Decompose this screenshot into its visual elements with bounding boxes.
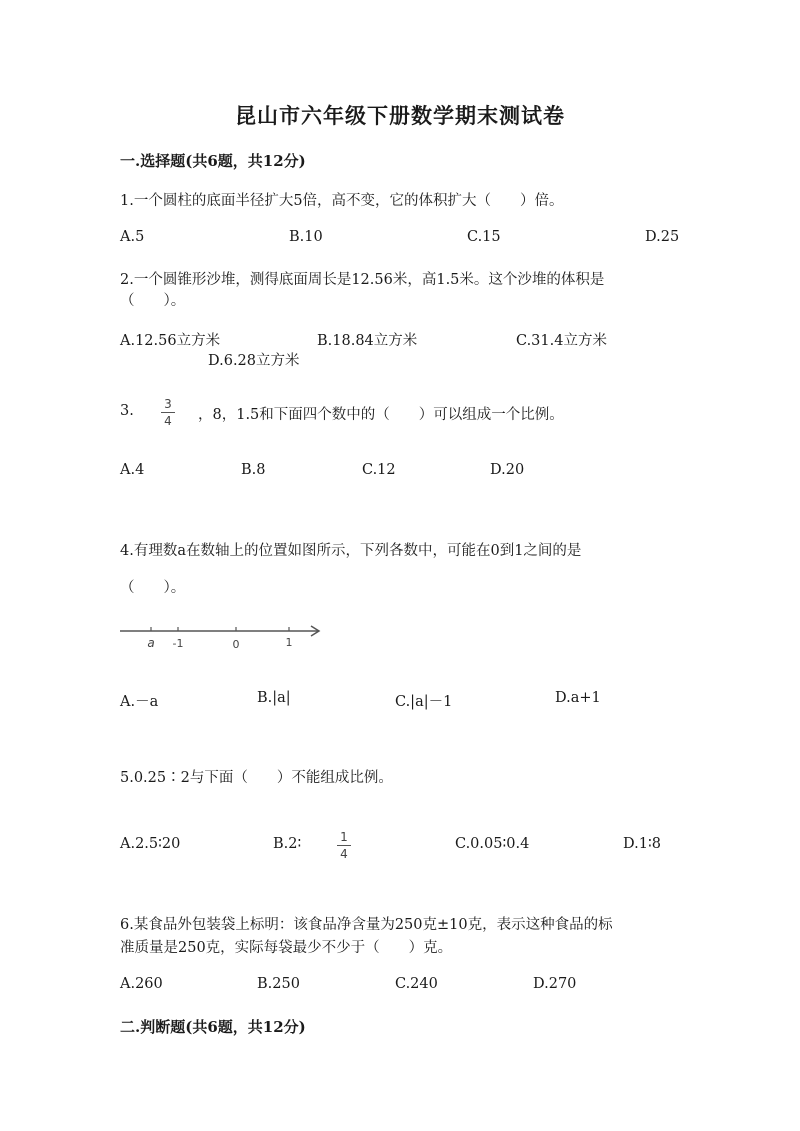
question-2-option-d: D.6.28立方米 [208,353,300,369]
label-one: 1 [285,636,293,649]
section-heading-choice: 一.选择题(共6题，共12分) [120,152,306,170]
question-5-option-c: C.0.05∶0.4 [455,836,530,852]
question-4-text-line1: 4.有理数a在数轴上的位置如图所示，下列各数中，可能在0到1之间的是 [120,543,582,559]
question-3-option-a: A.4 [120,462,145,478]
question-6-option-d: D.270 [533,976,577,992]
label-a: a [147,636,155,650]
question-5-option-a: A.2.5∶20 [120,836,181,852]
question-4-text-line2: （ ）。 [120,580,186,596]
fraction-bar [337,845,351,846]
question-6-text-line2: 准质量是250克，实际每袋最少不少于（ ）克。 [120,940,453,956]
fraction-numerator: 3 [164,397,172,411]
question-3-option-b: B.8 [241,462,266,478]
fraction-numerator: 1 [340,830,348,844]
question-3-text: ，8，1.5和下面四个数中的（ ）可以组成一个比例。 [198,407,564,423]
number-line-figure [118,620,328,654]
fraction-denominator: 4 [340,847,348,861]
question-2-option-a: A.12.56立方米 [120,333,221,349]
question-3-option-c: C.12 [362,462,396,478]
question-6-option-c: C.240 [395,976,438,992]
question-2-option-b: B.18.84立方米 [317,333,418,349]
question-2-option-c: C.31.4立方米 [516,333,607,349]
question-1-option-a: A.5 [120,229,145,245]
label-minus-one: -1 [172,637,184,650]
question-1-option-c: C.15 [467,229,501,245]
question-5-text: 5.0.25∶2与下面（ ）不能组成比例。 [120,770,393,786]
question-2-text-line1: 2.一个圆锥形沙堆，测得底面周长是12.56米，高1.5米。这个沙堆的体积是 [120,272,605,288]
question-3-fraction [161,397,175,428]
question-5-option-b-fraction [337,830,351,861]
page-title: 昆山市六年级下册数学期末测试卷 [235,103,565,128]
question-3-option-d: D.20 [490,462,525,478]
question-4-option-d: D.a+1 [555,690,601,706]
question-5-option-d: D.1∶8 [623,836,661,852]
fraction-denominator: 4 [164,414,172,428]
question-1-text: 1.一个圆柱的底面半径扩大5倍，高不变，它的体积扩大（ ）倍。 [120,193,564,209]
question-5-option-b: B.2∶ [273,836,302,852]
question-6-option-a: A.260 [120,976,163,992]
question-3-number: 3. [120,403,134,419]
question-1-option-b: B.10 [289,229,323,245]
question-6-option-b: B.250 [257,976,300,992]
question-6-text-line1: 6.某食品外包装袋上标明：该食品净含量为250克±10克，表示这种食品的标 [120,917,613,933]
question-2-text-line2: （ ）。 [120,293,186,309]
question-4-option-b: B.|a| [257,690,291,706]
label-zero: 0 [232,638,240,651]
question-4-option-c: C.|a|－1 [395,694,453,710]
fraction-bar [161,412,175,413]
question-1-option-d: D.25 [645,229,680,245]
section-heading-judgement: 二.判断题(共6题，共12分) [120,1018,306,1036]
question-4-option-a: A.－a [120,694,159,710]
